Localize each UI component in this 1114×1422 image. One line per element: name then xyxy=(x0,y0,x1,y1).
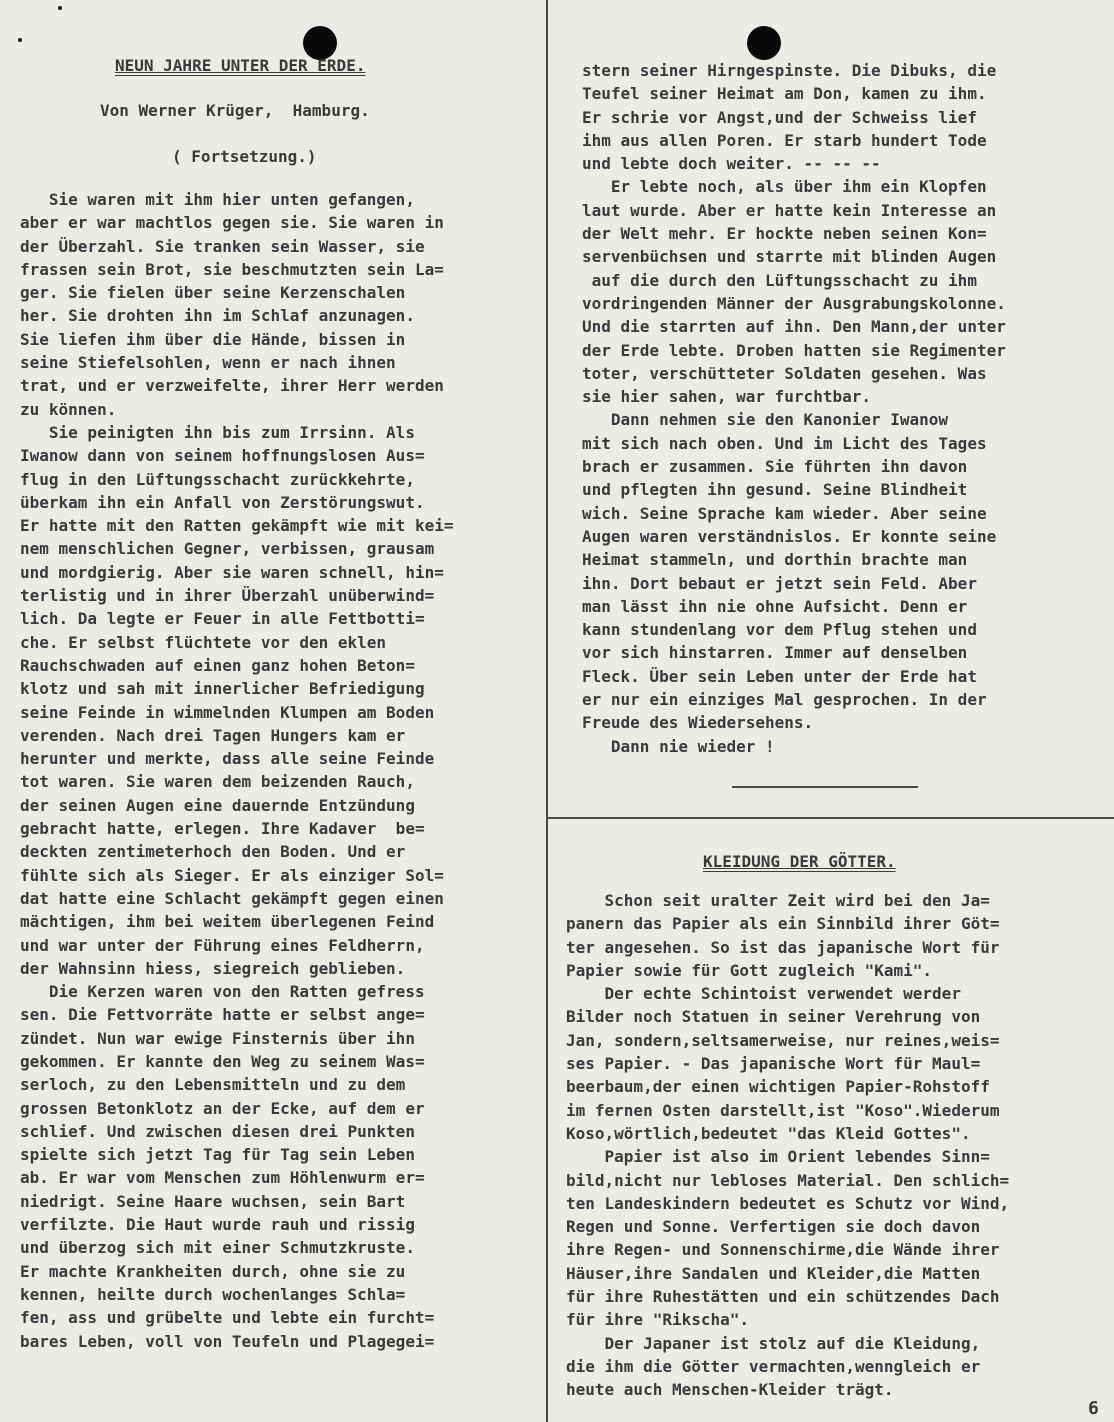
article-end-rule xyxy=(732,786,918,788)
text-line: vordringenden Männer der Ausgrabungskolonne. xyxy=(582,293,1006,313)
page-number: 6 xyxy=(1088,1398,1099,1419)
text-line: gekommen. Er kannte den Weg zu seinem Was= xyxy=(20,1051,425,1071)
text-line: Häuser,ihre Sandalen und Kleider,die Matten xyxy=(566,1263,981,1283)
text-line: der Überzahl. Sie tranken sein Wasser, sie xyxy=(20,236,425,256)
text-line: serloch, zu den Lebensmitteln und zu dem xyxy=(20,1075,406,1095)
text-line: ihre Regen- und Sonnenschirme,die Wände ihrer xyxy=(566,1240,1000,1260)
text-line: Regen und Sonne. Verfertigen sie doch davon xyxy=(566,1217,981,1237)
text-line: dat hatte eine Schlacht gekämpft gegen einen xyxy=(20,888,444,908)
text-line: gebracht hatte, erlegen. Ihre Kadaver be= xyxy=(20,819,425,839)
text-line: ihm aus allen Poren. Er starb hundert Tode xyxy=(582,130,987,150)
article-left-column xyxy=(20,188,453,1353)
text-line: niedrigt. Seine Haare wuchsen, sein Bart xyxy=(20,1191,406,1211)
text-line: Sie peinigten ihn bis zum Irrsinn. Als xyxy=(20,422,415,442)
text-line: ten Landeskindern bedeutet es Schutz vor Wind, xyxy=(566,1193,1010,1213)
text-line: herunter und merkte, dass alle seine Feinde xyxy=(20,749,435,769)
text-line: che. Er selbst flüchtete vor den eklen xyxy=(20,632,387,652)
column-divider xyxy=(546,0,548,1422)
text-line: sie hier sahen, war furchtbar. xyxy=(582,387,871,407)
text-line: der Erde lebte. Droben hatten sie Regimenter xyxy=(582,340,1006,360)
text-line: Papier ist also im Orient lebendes Sinn= xyxy=(566,1147,990,1167)
ink-speck xyxy=(58,6,62,10)
punch-hole-left xyxy=(303,26,337,60)
text-line: Dann nie wieder ! xyxy=(582,736,775,756)
text-line: lich. Da legte er Feuer in alle Fettbotti= xyxy=(20,609,425,629)
text-line: und war unter der Führung eines Feldherrn, xyxy=(20,935,425,955)
text-line: mächtigen, ihm bei weitem überlegenen Feind xyxy=(20,912,435,932)
article2-body xyxy=(566,889,1009,1402)
text-line: man lässt ihn nie ohne Aufsicht. Denn er xyxy=(582,596,968,616)
article-author: Von Werner Krüger, Hamburg. xyxy=(100,101,370,120)
text-line: mit sich nach oben. Und im Licht des Tages xyxy=(582,433,987,453)
text-line: Jan, sondern,seltsamerweise, nur reines,weis= xyxy=(566,1030,1000,1050)
text-line: toter, verschütteter Soldaten gesehen. Was xyxy=(582,363,987,383)
text-line: laut wurde. Aber er hatte kein Interesse an xyxy=(582,200,997,220)
text-line: fen, ass und grübelte und lebte ein furcht= xyxy=(20,1308,435,1328)
article-title: NEUN JAHRE UNTER DER ERDE. xyxy=(115,56,366,75)
text-line: auf die durch den Lüftungsschacht zu ihm xyxy=(582,270,977,290)
text-line: seine Stiefelsohlen, wenn er nach ihnen xyxy=(20,353,396,373)
text-line: Rauchschwaden auf einen ganz hohen Beton= xyxy=(20,655,415,675)
text-line: panern das Papier als ein Sinnbild ihrer Göt= xyxy=(566,914,1000,934)
text-line: Und die starrten auf ihn. Den Mann,der unter xyxy=(582,317,1006,337)
text-line: terlistig und in ihrer Überzahl unüberwind= xyxy=(20,586,435,606)
text-line: Schon seit uralter Zeit wird bei den Ja= xyxy=(566,891,990,910)
text-line: schlief. Und zwischen diesen drei Punkten xyxy=(20,1121,415,1141)
text-line: überkam ihn ein Anfall von Zerstörungswut. xyxy=(20,492,425,512)
text-line: der seinen Augen eine dauernde Entzündung xyxy=(20,795,415,815)
text-line: Sie liefen ihm über die Hände, bissen in xyxy=(20,329,406,349)
text-line: klotz und sah mit innerlicher Befriedigung xyxy=(20,679,425,699)
text-line: spielte sich jetzt Tag für Tag sein Leben xyxy=(20,1145,415,1165)
text-line: servenbüchsen und starrte mit blinden Augen xyxy=(582,247,997,267)
text-line: trat, und er verzweifelte, ihrer Herr werden xyxy=(20,376,444,396)
text-line: frassen sein Brot, sie beschmutzten sein La= xyxy=(20,259,444,279)
text-line: deckten zentimeterhoch den Boden. Und er xyxy=(20,842,406,862)
text-line: bares Leben, voll von Teufeln und Plagegei= xyxy=(20,1331,435,1351)
text-line: sen. Die Fettvorräte hatte er selbst ange= xyxy=(20,1005,425,1025)
text-line: Teufel seiner Heimat am Don, kamen zu ihm. xyxy=(582,84,987,104)
text-line: brach er zusammen. Sie führten ihn davon xyxy=(582,457,968,477)
article-right-column xyxy=(582,59,1006,758)
text-line: vor sich hinstarren. Immer auf denselben xyxy=(582,643,968,663)
text-line: Er lebte noch, als über ihm ein Klopfen xyxy=(582,177,987,197)
text-line: flug in den Lüftungsschacht zurückkehrte, xyxy=(20,469,415,489)
text-line: im fernen Osten darstellt,ist "Koso".Wiederum xyxy=(566,1100,1000,1120)
text-line: heute auch Menschen-Kleider trägt. xyxy=(566,1380,894,1400)
article2-title: KLEIDUNG DER GÖTTER. xyxy=(703,852,896,871)
text-line: her. Sie drohten ihn im Schlaf anzunagen. xyxy=(20,306,415,326)
text-line: grossen Betonklotz an der Ecke, auf dem er xyxy=(20,1098,425,1118)
section-divider xyxy=(546,817,1114,819)
text-line: der Welt mehr. Er hockte neben seinen Kon= xyxy=(582,224,987,244)
text-line: Iwanow dann von seinem hoffnungslosen Aus= xyxy=(20,446,425,466)
text-line: nem menschlichen Gegner, verbissen, grausam xyxy=(20,539,435,559)
text-line: Dann nehmen sie den Kanonier Iwanow xyxy=(582,410,949,430)
continuation-note: ( Fortsetzung.) xyxy=(172,147,317,166)
text-line: ses Papier. - Das japanische Wort für Maul= xyxy=(566,1054,981,1074)
text-line: verenden. Nach drei Tagen Hungers kam er xyxy=(20,725,406,745)
text-line: seine Feinde in wimmelnden Klumpen am Boden xyxy=(20,702,435,722)
text-line: für ihre "Rikscha". xyxy=(566,1310,750,1330)
text-line: Der echte Schintoist verwendet werder xyxy=(566,984,961,1004)
text-line: der Wahnsinn hiess, siegreich geblieben. xyxy=(20,958,406,978)
text-line: wich. Seine Sprache kam wieder. Aber seine xyxy=(582,503,987,523)
text-line: und überzog sich mit einer Schmutzkruste. xyxy=(20,1238,415,1258)
ink-speck xyxy=(18,38,22,42)
text-line: und mordgierig. Aber sie waren schnell, hin= xyxy=(20,562,444,582)
text-line: und pflegten ihn gesund. Seine Blindheit xyxy=(582,480,968,500)
text-line: für ihre Ruhestätten und ein schützendes Dach xyxy=(566,1287,1000,1307)
text-line: ger. Sie fielen über seine Kerzenschalen xyxy=(20,283,406,303)
text-line: Er hatte mit den Ratten gekämpft wie mit kei= xyxy=(20,516,454,536)
punch-hole-right xyxy=(747,26,781,60)
text-line: Er machte Krankheiten durch, ohne sie zu xyxy=(20,1261,406,1281)
text-line: zu können. xyxy=(20,399,117,419)
text-line: zündet. Nun war ewige Finsternis über ihn xyxy=(20,1028,415,1048)
text-line: ter angesehen. So ist das japanische Wort für xyxy=(566,937,1000,957)
text-line: kann stundenlang vor dem Pflug stehen und xyxy=(582,620,977,640)
text-line: Heimat stammeln, und dorthin brachte man xyxy=(582,550,968,570)
text-line: fühlte sich als Sieger. Er als einziger Sol= xyxy=(20,865,444,885)
text-line: Er schrie vor Angst,und der Schweiss lief xyxy=(582,107,977,127)
text-line: ab. Er war vom Menschen zum Höhlenwurm er= xyxy=(20,1168,425,1188)
text-line: Fleck. Über sein Leben unter der Erde hat xyxy=(582,666,977,686)
text-line: Augen waren verständnislos. Er konnte seine xyxy=(582,526,997,546)
text-line: Koso,wörtlich,bedeutet "das Kleid Gottes". xyxy=(566,1123,971,1143)
text-line: Die Kerzen waren von den Ratten gefress xyxy=(20,982,425,1002)
text-line: verfilzte. Die Haut wurde rauh und rissig xyxy=(20,1215,415,1235)
text-line: kennen, heilte durch wochenlanges Schla= xyxy=(20,1284,406,1304)
text-line: Papier sowie für Gott zugleich "Kami". xyxy=(566,960,933,980)
text-line: bild,nicht nur lebloses Material. Den schlich= xyxy=(566,1170,1010,1190)
text-line: stern seiner Hirngespinste. Die Dibuks, die xyxy=(582,61,997,80)
text-line: beerbaum,der einen wichtigen Papier-Rohstoff xyxy=(566,1077,990,1097)
text-line: und lebte doch weiter. -- -- -- xyxy=(582,154,881,174)
text-line: Bilder noch Statuen in seiner Verehrung von xyxy=(566,1007,981,1027)
text-line: tot waren. Sie waren dem beizenden Rauch, xyxy=(20,772,415,792)
text-line: die ihm die Götter vermachten,wenngleich er xyxy=(566,1356,981,1376)
text-line: er nur ein einziges Mal gesprochen. In der xyxy=(582,690,987,710)
text-line: Sie waren mit ihm hier unten gefangen, xyxy=(20,190,415,209)
text-line: aber er war machtlos gegen sie. Sie waren in xyxy=(20,213,444,233)
text-line: Freude des Wiedersehens. xyxy=(582,713,814,733)
text-line: ihn. Dort bebaut er jetzt sein Feld. Aber xyxy=(582,573,977,593)
text-line: Der Japaner ist stolz auf die Kleidung, xyxy=(566,1333,981,1353)
